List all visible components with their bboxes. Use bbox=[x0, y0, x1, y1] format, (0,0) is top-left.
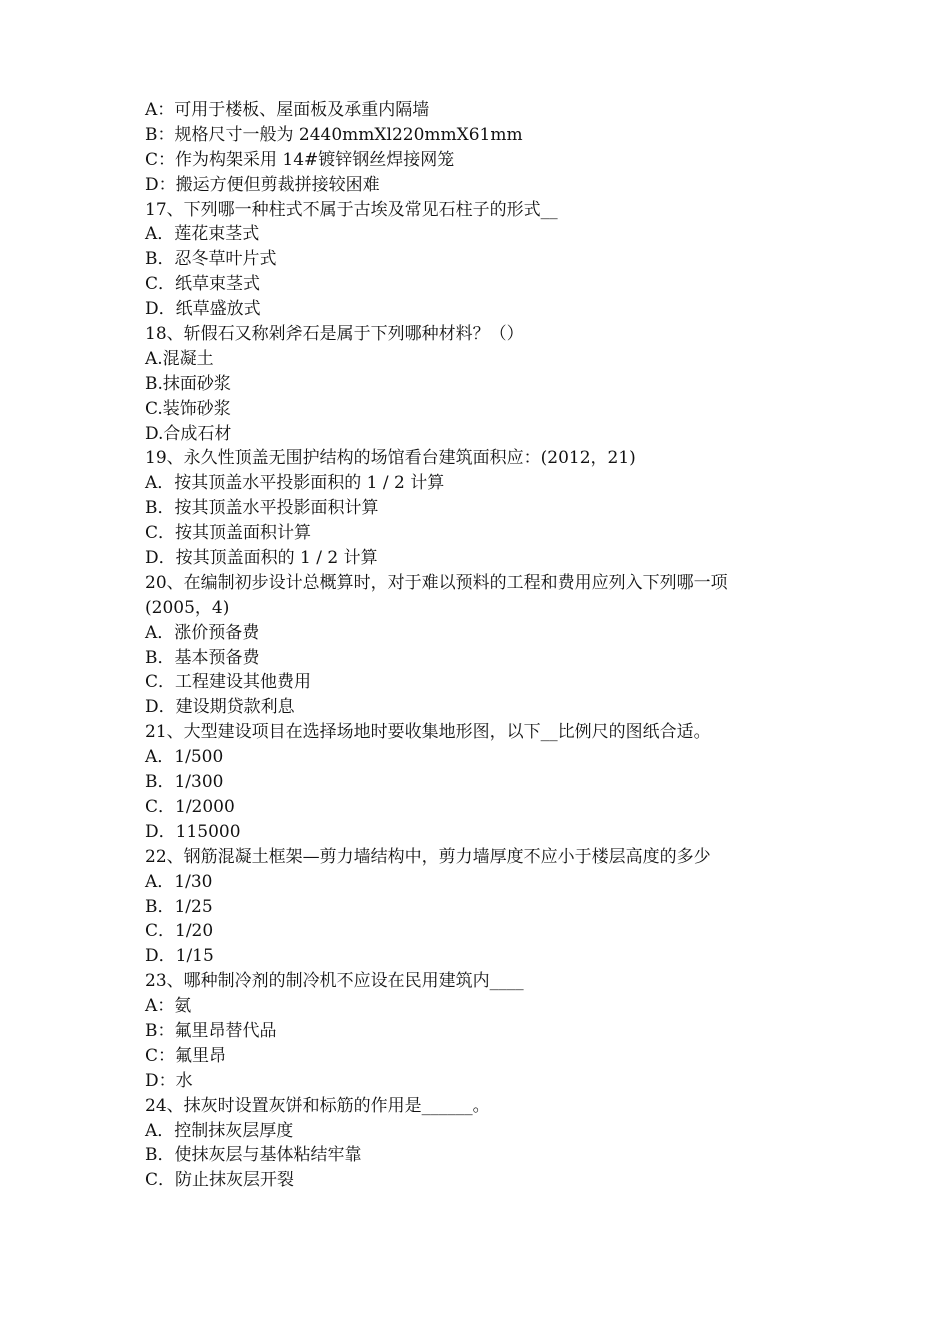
text-line: B：规格尺寸一般为 2440mmXl220mmX61mm bbox=[145, 124, 523, 145]
text-line: B．基本预备费 bbox=[145, 647, 260, 668]
text-line: D．纸草盛放式 bbox=[145, 299, 261, 320]
text-line: B．1/300 bbox=[145, 772, 224, 793]
text-line: D：水 bbox=[145, 1070, 193, 1091]
text-line: D．115000 bbox=[145, 821, 241, 842]
text-line: A．涨价预备费 bbox=[145, 622, 260, 643]
text-line: 19、永久性顶盖无围护结构的场馆看台建筑面积应：(2012，21) bbox=[145, 448, 636, 469]
text-line: 23、哪种制冷剂的制冷机不应设在民用建筑内____ bbox=[145, 971, 524, 992]
text-line: B．忍冬草叶片式 bbox=[145, 249, 277, 270]
text-line: C．工程建设其他费用 bbox=[145, 672, 312, 693]
text-line: A．1/500 bbox=[145, 747, 224, 768]
text-line: A．1/30 bbox=[145, 871, 213, 892]
text-line: C：作为构架采用 14#镀锌钢丝焊接网笼 bbox=[145, 149, 455, 170]
text-line: D．1/15 bbox=[145, 946, 214, 967]
text-line: B．1/25 bbox=[145, 896, 213, 917]
text-line: A．莲花束茎式 bbox=[145, 224, 260, 245]
text-line: D．建设期贷款利息 bbox=[145, 697, 295, 718]
text-line: D：搬运方便但剪裁拼接较困难 bbox=[145, 174, 380, 195]
text-line: 24、抹灰时设置灰饼和标筋的作用是______。 bbox=[145, 1095, 490, 1116]
text-line: C．按其顶盖面积计算 bbox=[145, 523, 312, 544]
text-line: B.抹面砂浆 bbox=[145, 373, 231, 394]
text-line: C．1/20 bbox=[145, 921, 214, 942]
text-line: 22、钢筋混凝土框架—剪力墙结构中，剪力墙厚度不应小于楼层高度的多少 bbox=[145, 846, 711, 867]
text-line: D.合成石材 bbox=[145, 423, 232, 444]
text-line: B．按其顶盖水平投影面积计算 bbox=[145, 498, 379, 519]
text-line: C.装饰砂浆 bbox=[145, 398, 231, 419]
text-line: 18、斩假石又称剁斧石是属于下列哪种材料？（） bbox=[145, 324, 524, 345]
text-line: B：氟里昂替代品 bbox=[145, 1020, 277, 1041]
text-line: (2005，4) bbox=[145, 597, 230, 618]
text-line: A：氨 bbox=[145, 996, 192, 1017]
text-line: A.混凝土 bbox=[145, 348, 214, 369]
text-line: A．按其顶盖水平投影面积的 1 / 2 计算 bbox=[145, 473, 445, 494]
text-line: C：氟里昂 bbox=[145, 1045, 227, 1066]
text-line: C．纸草束茎式 bbox=[145, 274, 261, 295]
text-line: A：可用于楼板、屋面板及承重内隔墙 bbox=[145, 100, 430, 120]
text-line: 21、大型建设项目在选择场地时要收集地形图，以下__比例尺的图纸合适。 bbox=[145, 722, 711, 743]
text-line: C．1/2000 bbox=[145, 796, 235, 817]
text-line: 20、在编制初步设计总概算时，对于难以预料的工程和费用应列入下列哪一项 bbox=[145, 572, 728, 593]
document-body bbox=[145, 98, 825, 1193]
text-line: A．控制抹灰层厚度 bbox=[145, 1120, 294, 1141]
text-line: D．按其顶盖面积的 1 / 2 计算 bbox=[145, 548, 378, 569]
text-line: B．使抹灰层与基体粘结牢靠 bbox=[145, 1145, 362, 1166]
text-line: 17、下列哪一种柱式不属于古埃及常见石柱子的形式__ bbox=[145, 199, 558, 220]
text-line: C．防止抹灰层开裂 bbox=[145, 1170, 295, 1191]
